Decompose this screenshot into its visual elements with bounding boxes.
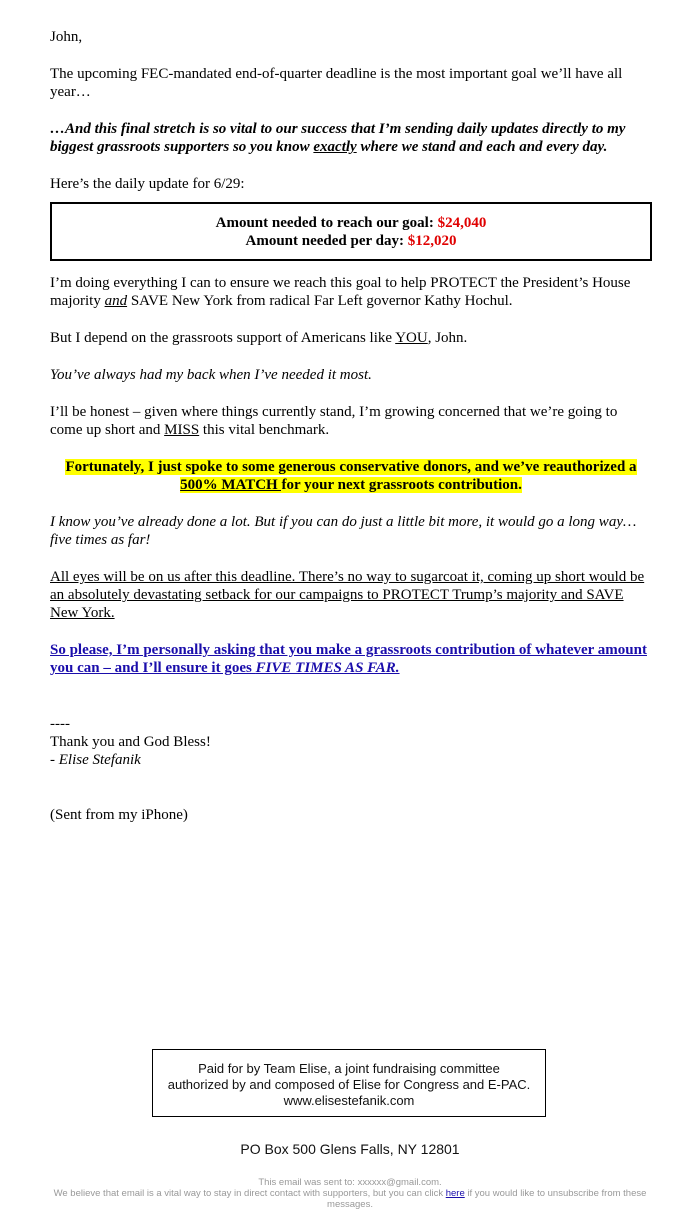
paragraph-five-times: I know you’ve already done a lot. But if you can do just a little bit more, it would go a long way… five times as far! — [50, 514, 637, 548]
paragraph-all-eyes: All eyes will be on us after this deadline. There’s no way to sugarcoat it, coming up short would be an absolutely devastating setback for our campaigns to PROTECT Trump’s majority and SAVE New York. — [50, 569, 645, 621]
signature-block — [50, 715, 652, 769]
paragraph-daily-updates — [50, 120, 652, 156]
sent-from-iphone: (Sent from my iPhone) — [50, 807, 188, 823]
per-day-line — [52, 232, 650, 250]
goal-amount: $24,040 — [437, 215, 487, 231]
signature-name: - Elise Stefanik — [50, 752, 141, 768]
unsubscribe-text-1: We believe that email is a vital way to stay in direct contact with supporters, but you can click — [53, 1188, 446, 1199]
greeting: John, — [50, 29, 83, 45]
paragraph-daily-updates-text-1: …And this final stretch is so vital to our success that I’m sending daily updates directly to my biggest grassroots supporters so you know — [50, 121, 626, 155]
emphasis-miss: MISS — [164, 422, 200, 438]
paragraph-protect — [50, 274, 652, 310]
paragraph-concerned-text-2: this vital benchmark. — [199, 422, 330, 438]
paragraph-protect-text-2: SAVE New York from radical Far Left governor Kathy Hochul. — [127, 293, 513, 309]
per-day-amount: $12,020 — [407, 233, 457, 249]
paragraph-concerned-text-1: I’ll be honest – given where things currently stand, I’m growing concerned that we’re going to come up short and — [50, 404, 618, 438]
email-body — [50, 28, 652, 824]
emphasis-500-match: 500% MATCH — [180, 477, 282, 493]
paragraph-protect-text-1: I’m doing everything I can to ensure we reach this goal to help PROTECT the President’s House majority — [50, 275, 631, 309]
paragraph-had-my-back: You’ve always had my back when I’ve needed it most. — [50, 367, 372, 383]
emphasis-you: YOU — [395, 330, 428, 346]
paid-for-disclaimer: Paid for by Team Elise, a joint fundraising committee authorized by and composed of Elise for Congress and E-PAC. www.elisestefanik.com — [152, 1049, 546, 1117]
sent-to-line: This email was sent to: xxxxxx@gmail.com. — [258, 1177, 442, 1188]
goal-line — [52, 214, 650, 232]
paragraph-deadline: The upcoming FEC-mandated end-of-quarter deadline is the most important goal we’ll have all year… — [50, 66, 623, 100]
mailing-address: PO Box 500 Glens Falls, NY 12801 — [240, 1141, 460, 1157]
unsubscribe-link[interactable]: here — [445, 1188, 465, 1199]
signature-dashes: ---- — [50, 716, 70, 732]
emphasis-and: and — [104, 293, 128, 309]
paragraph-concerned — [50, 403, 652, 439]
goal-label: Amount needed to reach our goal: — [215, 215, 438, 231]
highlighted-match-announcement — [50, 458, 652, 494]
emphasis-exactly: exactly — [313, 139, 357, 155]
paragraph-daily-updates-text-2: where we stand and each and every day. — [356, 139, 608, 155]
unsubscribe-line — [40, 1188, 660, 1210]
paragraph-daily-update-date: Here’s the daily update for 6/29: — [50, 176, 245, 192]
donate-link[interactable] — [50, 641, 652, 677]
donate-link-emphasis[interactable]: FIVE TIMES AS FAR. — [255, 660, 400, 676]
highlight-text-2: for your next grassroots contribution. — [281, 477, 522, 493]
highlight-text-1: Fortunately, I just spoke to some generous conservative donors, and we’ve reauthorized a — [65, 459, 637, 475]
paragraph-depend-text-2: , John. — [427, 330, 468, 346]
paragraph-depend-text-1: But I depend on the grassroots support of Americans like — [50, 330, 396, 346]
signature-thanks: Thank you and God Bless! — [50, 734, 211, 750]
paragraph-depend — [50, 329, 652, 347]
unsubscribe-text-2: if you would like to unsubscribe from these messages. — [327, 1188, 647, 1210]
per-day-label: Amount needed per day: — [245, 233, 408, 249]
unsubscribe-footer — [40, 1177, 660, 1210]
goal-box — [50, 202, 652, 261]
donate-link-text[interactable]: So please, I’m personally asking that you make a grassroots contribution of whatever amount you can – and I’ll ensure it goes — [50, 642, 647, 676]
